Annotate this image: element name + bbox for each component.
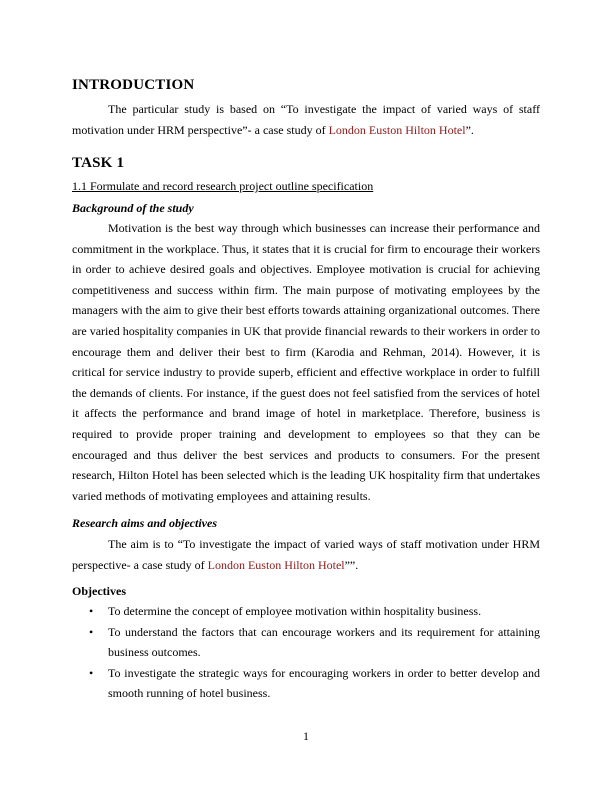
objective-text: To understand the factors that can encourage workers and its requirement for attaining business outcomes. (108, 624, 540, 660)
task-heading: TASK 1 (72, 155, 125, 171)
introduction-heading: INTRODUCTION (72, 77, 195, 93)
task-subheading: 1.1 Formulate and record research project outline specification (72, 179, 374, 193)
introduction-paragraph (72, 99, 540, 140)
aims-text-end: ””. (344, 557, 359, 572)
aims-paragraph (72, 534, 540, 575)
objective-item (72, 601, 540, 622)
hotel-name-link: London Euston Hilton Hotel (328, 122, 466, 137)
objective-item (72, 622, 540, 663)
aims-hotel-name: London Euston Hilton Hotel (207, 557, 345, 572)
bullet-icon: • (89, 624, 94, 639)
aims-heading: Research aims and objectives (72, 516, 217, 530)
background-text: Motivation is the best way through which businesses can increase their performance and commitment in the workplace. Thus, it states that it is crucial for firm to encourage their workers in order to achieve desired goals and objectives. Employee motivation is crucial for achieving competitiveness and success within firm. The main purpose of motivating employees by the managers with the aim to give their best efforts towards attaining organizational outcomes. There are varied hospitality companies in UK that provide financial rewards to their workers in order to encourage them and deliver their best to firm (Karodia and Rehman, 2014). However, it is critical for service industry to provide superb, efficient and effective workplace in order to fulfill the demands of clients. For instance, if the guest does not feel satisfied from the services of hotel it affects the performance and brand image of hotel in marketplace. Therefore, business is required to provide proper training and development to employees so that they can be encouraged and thus deliver the best services and products to consumers. For the present research, Hilton Hotel has been selected which is the leading UK hospitality firm that undertakes varied methods of motivating employees and attaining results. (72, 221, 540, 503)
objectives-heading: Objectives (72, 584, 126, 598)
bullet-icon: • (89, 665, 94, 680)
objective-text: To investigate the strategic ways for encouraging workers in order to better develop and smooth running of hotel business. (108, 665, 540, 701)
objective-text: To determine the concept of employee motivation within hospitality business. (108, 604, 482, 618)
background-heading: Background of the study (72, 201, 194, 215)
background-paragraph (72, 218, 540, 506)
introduction-text-end: ”. (465, 122, 474, 137)
page-number: 1 (303, 729, 309, 743)
aims-text: The aim is to “To investigate the impact of varied ways of staff motivation under HRM perspective- a case study of (72, 537, 540, 572)
objective-item (72, 663, 540, 704)
bullet-icon: • (89, 604, 94, 618)
introduction-text: The particular study is based on “To investigate the impact of varied ways of staff motivation under HRM perspective”- a case study of (72, 102, 540, 137)
objectives-list (72, 601, 540, 704)
